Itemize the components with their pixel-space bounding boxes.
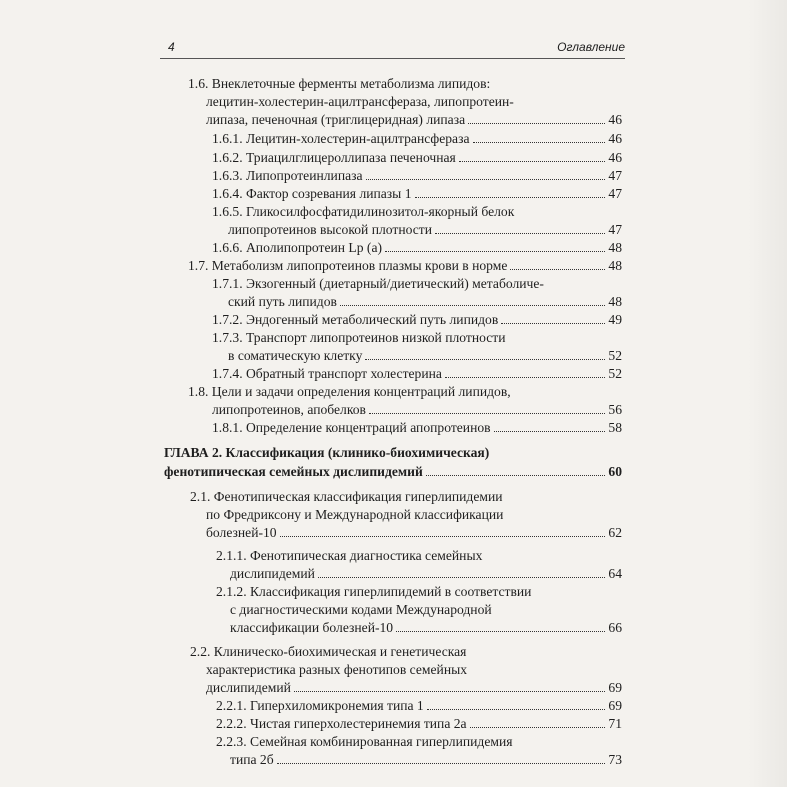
toc-entry-line: 2.1. Фенотипическая классификация гиперлипидемии: [190, 489, 503, 504]
dot-leader: [318, 566, 605, 578]
toc-page-number: 48: [608, 240, 622, 255]
toc-entry-line: лецитин-холестерин-ацилтрансфераза, липопротеин-: [206, 94, 514, 109]
toc-entry-title: 1.6.3. Липопротеинлипаза: [212, 168, 363, 183]
dot-leader: [340, 294, 605, 306]
dot-leader: [277, 752, 606, 764]
toc-entry: [212, 131, 622, 147]
toc-entry: [206, 680, 622, 696]
dot-leader: [427, 698, 606, 710]
dot-leader: [396, 620, 605, 632]
toc-entry: [216, 716, 622, 732]
toc-page-number: 69: [608, 698, 622, 713]
toc-page-number: 69: [608, 680, 622, 695]
toc-entry-title: 1.7.4. Обратный транспорт холестерина: [212, 366, 442, 381]
toc-entry-title: дислипидемий: [230, 566, 315, 581]
toc-entry-title: в соматическую клетку: [228, 348, 363, 363]
toc-entry: [212, 168, 622, 184]
dot-leader: [468, 112, 605, 124]
toc-page-number: 71: [608, 716, 622, 731]
toc-entry-title: классификации болезней-10: [230, 620, 394, 635]
toc-entry-title: типа 2б: [230, 752, 274, 767]
toc-page-number: 49: [608, 312, 622, 327]
dot-leader: [366, 168, 606, 180]
toc-page-number: 58: [608, 420, 622, 435]
toc-entry-title: липопротеинов, апобелков: [212, 402, 366, 417]
toc-entry-title: 1.6.1. Лецитин-холестерин-ацилтрансфераза: [212, 131, 470, 146]
dot-leader: [494, 420, 606, 432]
toc-entry-title: 1.7. Метаболизм липопротеинов плазмы крови в норме: [188, 258, 508, 273]
toc-entry-line: 1.7.1. Экзогенный (диетарный/диетический) метаболиче-: [212, 276, 544, 291]
toc-entry-title: 1.7.2. Эндогенный метаболический путь липидов: [212, 312, 499, 327]
toc-entry: [228, 222, 622, 238]
toc-entry-title: 1.6.6. Аполипопротеин Lp (a): [212, 240, 383, 255]
dot-leader: [435, 222, 605, 234]
toc-entry-line: ГЛАВА 2. Классификация (клинико-биохимическая): [164, 445, 490, 460]
toc-entry-title: фенотипическая семейных дислипидемий: [164, 464, 423, 479]
dot-leader: [459, 150, 606, 162]
toc-entry: [212, 312, 622, 328]
dot-leader: [510, 258, 605, 270]
dot-leader: [294, 680, 605, 692]
toc-entry: [212, 186, 622, 202]
dot-leader: [445, 366, 605, 378]
toc-entry-line: 2.2. Клиническо-биохимическая и генетическая: [190, 644, 467, 659]
toc-entry-line: 2.2.3. Семейная комбинированная гиперлипидемия: [216, 734, 513, 749]
toc-page-number: 48: [608, 258, 622, 273]
toc-page-number: 47: [608, 186, 622, 201]
dot-leader: [415, 186, 606, 198]
toc-entry-title: липопротеинов высокой плотности: [228, 222, 432, 237]
toc-entry-line: 1.6. Внеклеточные ферменты метаболизма липидов:: [188, 76, 491, 91]
toc-entry: [212, 366, 622, 382]
toc-entry: [188, 258, 622, 274]
toc-entry-line: по Фредриксону и Международной классификации: [206, 507, 504, 522]
toc-entry: [228, 348, 622, 364]
toc-page-number: 52: [608, 366, 622, 381]
toc-page-number: 60: [608, 464, 622, 479]
dot-leader: [280, 525, 606, 537]
dot-leader: [473, 131, 606, 143]
page-number: 4: [168, 40, 175, 54]
toc-entry-line: с диагностическими кодами Международной: [230, 602, 492, 617]
toc-entry: [230, 566, 622, 582]
toc-entry-line: 2.1.1. Фенотипическая диагностика семейных: [216, 548, 483, 563]
toc-entry-title: ский путь липидов: [228, 294, 337, 309]
toc-page-number: 48: [608, 294, 622, 309]
toc-entry: [230, 752, 622, 768]
toc-page-number: 46: [608, 112, 622, 127]
toc-entry-title: 1.8.1. Определение концентраций апопротеинов: [212, 420, 491, 435]
toc-entry-title: 1.6.4. Фактор созревания липазы 1: [212, 186, 412, 201]
dot-leader: [470, 716, 606, 728]
dot-leader: [369, 402, 605, 414]
toc-entry-line: 2.1.2. Классификация гиперлипидемий в соответствии: [216, 584, 532, 599]
toc-page-number: 52: [608, 348, 622, 363]
toc-entry-line: 1.8. Цели и задачи определения концентраций липидов,: [188, 384, 511, 399]
toc-entry-title: 1.6.2. Триацилглицероллипаза печеночная: [212, 150, 456, 165]
toc-entry-line: 1.7.3. Транспорт липопротеинов низкой плотности: [212, 330, 506, 345]
toc-entry-title: болезней-10: [206, 525, 277, 540]
dot-leader: [426, 464, 606, 476]
toc-page-number: 46: [608, 150, 622, 165]
toc-entry: [206, 525, 622, 541]
toc-page-number: 66: [608, 620, 622, 635]
toc-entry-title: липаза, печеночная (триглицеридная) липаза: [206, 112, 466, 127]
toc-entry: [206, 112, 622, 128]
toc-entry: [212, 420, 622, 436]
dot-leader: [501, 312, 605, 324]
toc-page-number: 73: [608, 752, 622, 767]
toc-entry: [228, 294, 622, 310]
toc-page-number: 47: [608, 168, 622, 183]
dot-leader: [385, 240, 605, 252]
toc-page-number: 46: [608, 131, 622, 146]
toc-entry: [230, 620, 622, 636]
toc-entry-line: характеристика разных фенотипов семейных: [206, 662, 468, 677]
toc-entry-title: 2.2.2. Чистая гиперхолестеринемия типа 2а: [216, 716, 467, 731]
toc-entry-title: дислипидемий: [206, 680, 291, 695]
toc-entry: [216, 698, 622, 714]
header-title: Оглавление: [557, 40, 625, 54]
toc-entry: [212, 150, 622, 166]
toc-page-number: 56: [608, 402, 622, 417]
toc-page-number: 47: [608, 222, 622, 237]
toc-page-number: 64: [608, 566, 622, 581]
toc-entry-line: 1.6.5. Гликосилфосфатидилинозитол-якорный белок: [212, 204, 515, 219]
toc-page-number: 62: [608, 525, 622, 540]
dot-leader: [365, 348, 605, 360]
toc-entry: [164, 464, 622, 480]
toc-entry: [212, 240, 622, 256]
toc-entry: [212, 402, 622, 418]
toc-entry-title: 2.2.1. Гиперхиломикронемия типа 1: [216, 698, 424, 713]
